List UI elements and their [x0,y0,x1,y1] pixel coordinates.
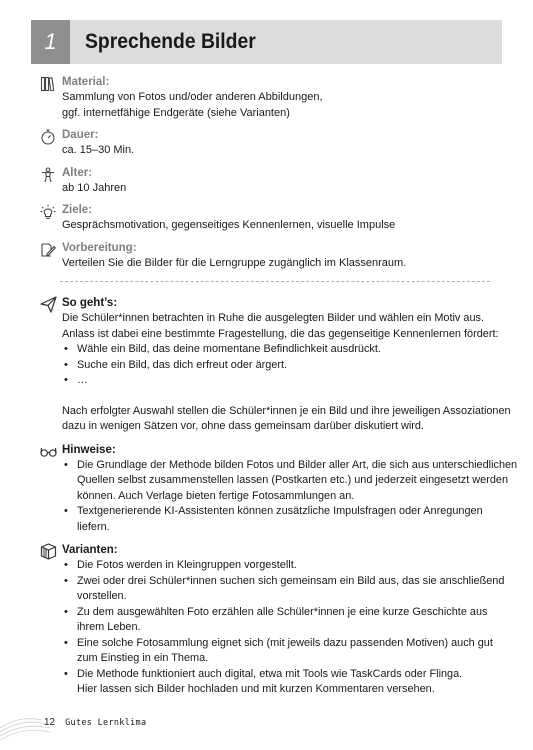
ziele-label: Ziele: [62,204,93,216]
list-item-text: • … [77,374,88,386]
varianten-list [62,558,505,698]
page-number: 12 [44,717,56,728]
glasses-icon [40,443,57,460]
list-item-text: • Zu dem ausgewählten Foto erzählen alle Schüler*innen je eine kurze Geschichte aus [77,605,488,618]
meta-dauer [40,128,490,159]
list-item-text: können. Auch Verlage bieten fertige Fotosammlungen an. [77,489,355,502]
so-gehts-list [62,342,490,389]
stopwatch-icon [40,129,56,145]
section-hinweise [40,443,518,536]
so-gehts-title: So geht’s: [62,297,118,309]
list-item-text: • Zwei oder drei Schüler*innen suchen sich gemeinsam ein Bild aus, das sie anschließend [77,574,505,587]
material-line: ggf. internetfähige Endgeräte (siehe Varianten) [62,106,290,119]
list-item [62,458,518,505]
vorbereitung-label: Vorbereitung: [62,241,137,254]
list-item-text: • Wähle ein Bild, das deine momentane Befindlichkeit ausdrückt. [77,343,381,355]
list-item [62,558,490,574]
alter-line: ab 10 Jahren [62,181,127,194]
text-line: Nach erfolgter Auswahl stellen die Schüler*innen je ein Bild und ihre jeweiligen Assoziationen [62,404,511,417]
footer-section-label: Gutes Lernklima [65,717,147,728]
chapter-number: 1 [31,20,70,64]
list-item [62,605,490,636]
list-item [62,504,490,535]
section-divider [60,281,490,282]
dauer-text [62,143,490,159]
list-item-text: Hier lassen sich Bilder hochladen und mit kurzen Kommentaren versehen. [77,683,435,695]
books-icon [40,76,56,92]
list-item-text: • Textgenerierende KI-Assistenten können zusätzliche Impulsfragen oder Anregungen [77,505,483,517]
section-so-gehts [40,296,511,435]
list-item [62,373,490,389]
hinweise-list [62,458,518,536]
list-item-text: Quellen selbst zusammenstellen lassen (Postkarten etc.) und jederzeit eingesetzt werden [77,474,509,486]
cube-icon [40,543,57,560]
lightbulb-icon [40,204,56,220]
text-line: dazu in wenigen Sätzen vor, ohne dass gemeinsam darüber diskutiert wird. [62,420,425,432]
list-item [62,667,490,698]
main-content [40,75,518,704]
material-line: Sammlung von Fotos und/oder anderen Abbildungen, [62,91,323,103]
material-label: Material: [62,76,110,88]
pencil-paper-icon [40,242,56,258]
varianten-title: Varianten: [62,544,118,556]
meta-material [40,75,490,121]
hinweise-title: Hinweise: [62,443,116,456]
meta-ziele [40,203,490,234]
ziele-text [62,218,490,234]
dauer-line: ca. 15–30 Min. [62,144,135,156]
page-footer [44,717,146,728]
list-item [62,358,490,374]
material-text [62,90,490,121]
list-item [62,636,493,667]
section-varianten [40,543,505,698]
list-item-text: liefern. [77,520,110,533]
list-item-text: zum Einstieg in ein Thema. [77,652,209,664]
meta-vorbereitung [40,241,490,272]
dauer-label: Dauer: [62,129,99,141]
meta-alter [40,166,490,197]
list-item-text: • Die Fotos werden in Kleingruppen vorgestellt. [77,559,297,571]
ziele-line: Gesprächsmotivation, gegenseitiges Kennenlernen, visuelle Impulse [62,219,396,231]
list-item [62,342,490,358]
page-title: Sprechende Bilder [85,30,256,53]
list-item-text: vorstellen. [77,590,127,602]
so-gehts-outro [62,404,511,435]
paper-plane-icon [40,296,57,313]
alter-label: Alter: [62,166,93,179]
list-item-text: • Die Grundlage der Methode bilden Fotos und Bilder aller Art, die sich aus unterschiedlichen [77,458,518,471]
list-item-text: • Eine solche Fotosammlung eignet sich (mit jeweils dazu passenden Motiven) auch gut [77,636,493,649]
text-line: Anlass ist dabei eine bestimmte Fragestellung, die das gegenseitige Kennenlernen fördert: [62,327,499,340]
so-gehts-intro [62,311,499,342]
list-item [62,574,505,605]
person-icon [40,167,56,183]
alter-text [62,181,490,197]
text-line: Die Schüler*innen betrachten in Ruhe die ausgelegten Bilder und wählen ein Motiv aus. [62,312,484,324]
list-item-text: ihrem Leben. [77,621,141,633]
vorbereitung-text [62,256,490,272]
chapter-header [31,20,502,64]
list-item-text: • Suche ein Bild, das dich erfreut oder ärgert. [77,358,288,371]
list-item-text: • Die Methode funktioniert auch digital, etwa mit Tools wie TaskCards oder Flinga. [77,667,463,680]
vorbereitung-line: Verteilen Sie die Bilder für die Lerngruppe zugänglich im Klassenraum. [62,256,407,269]
